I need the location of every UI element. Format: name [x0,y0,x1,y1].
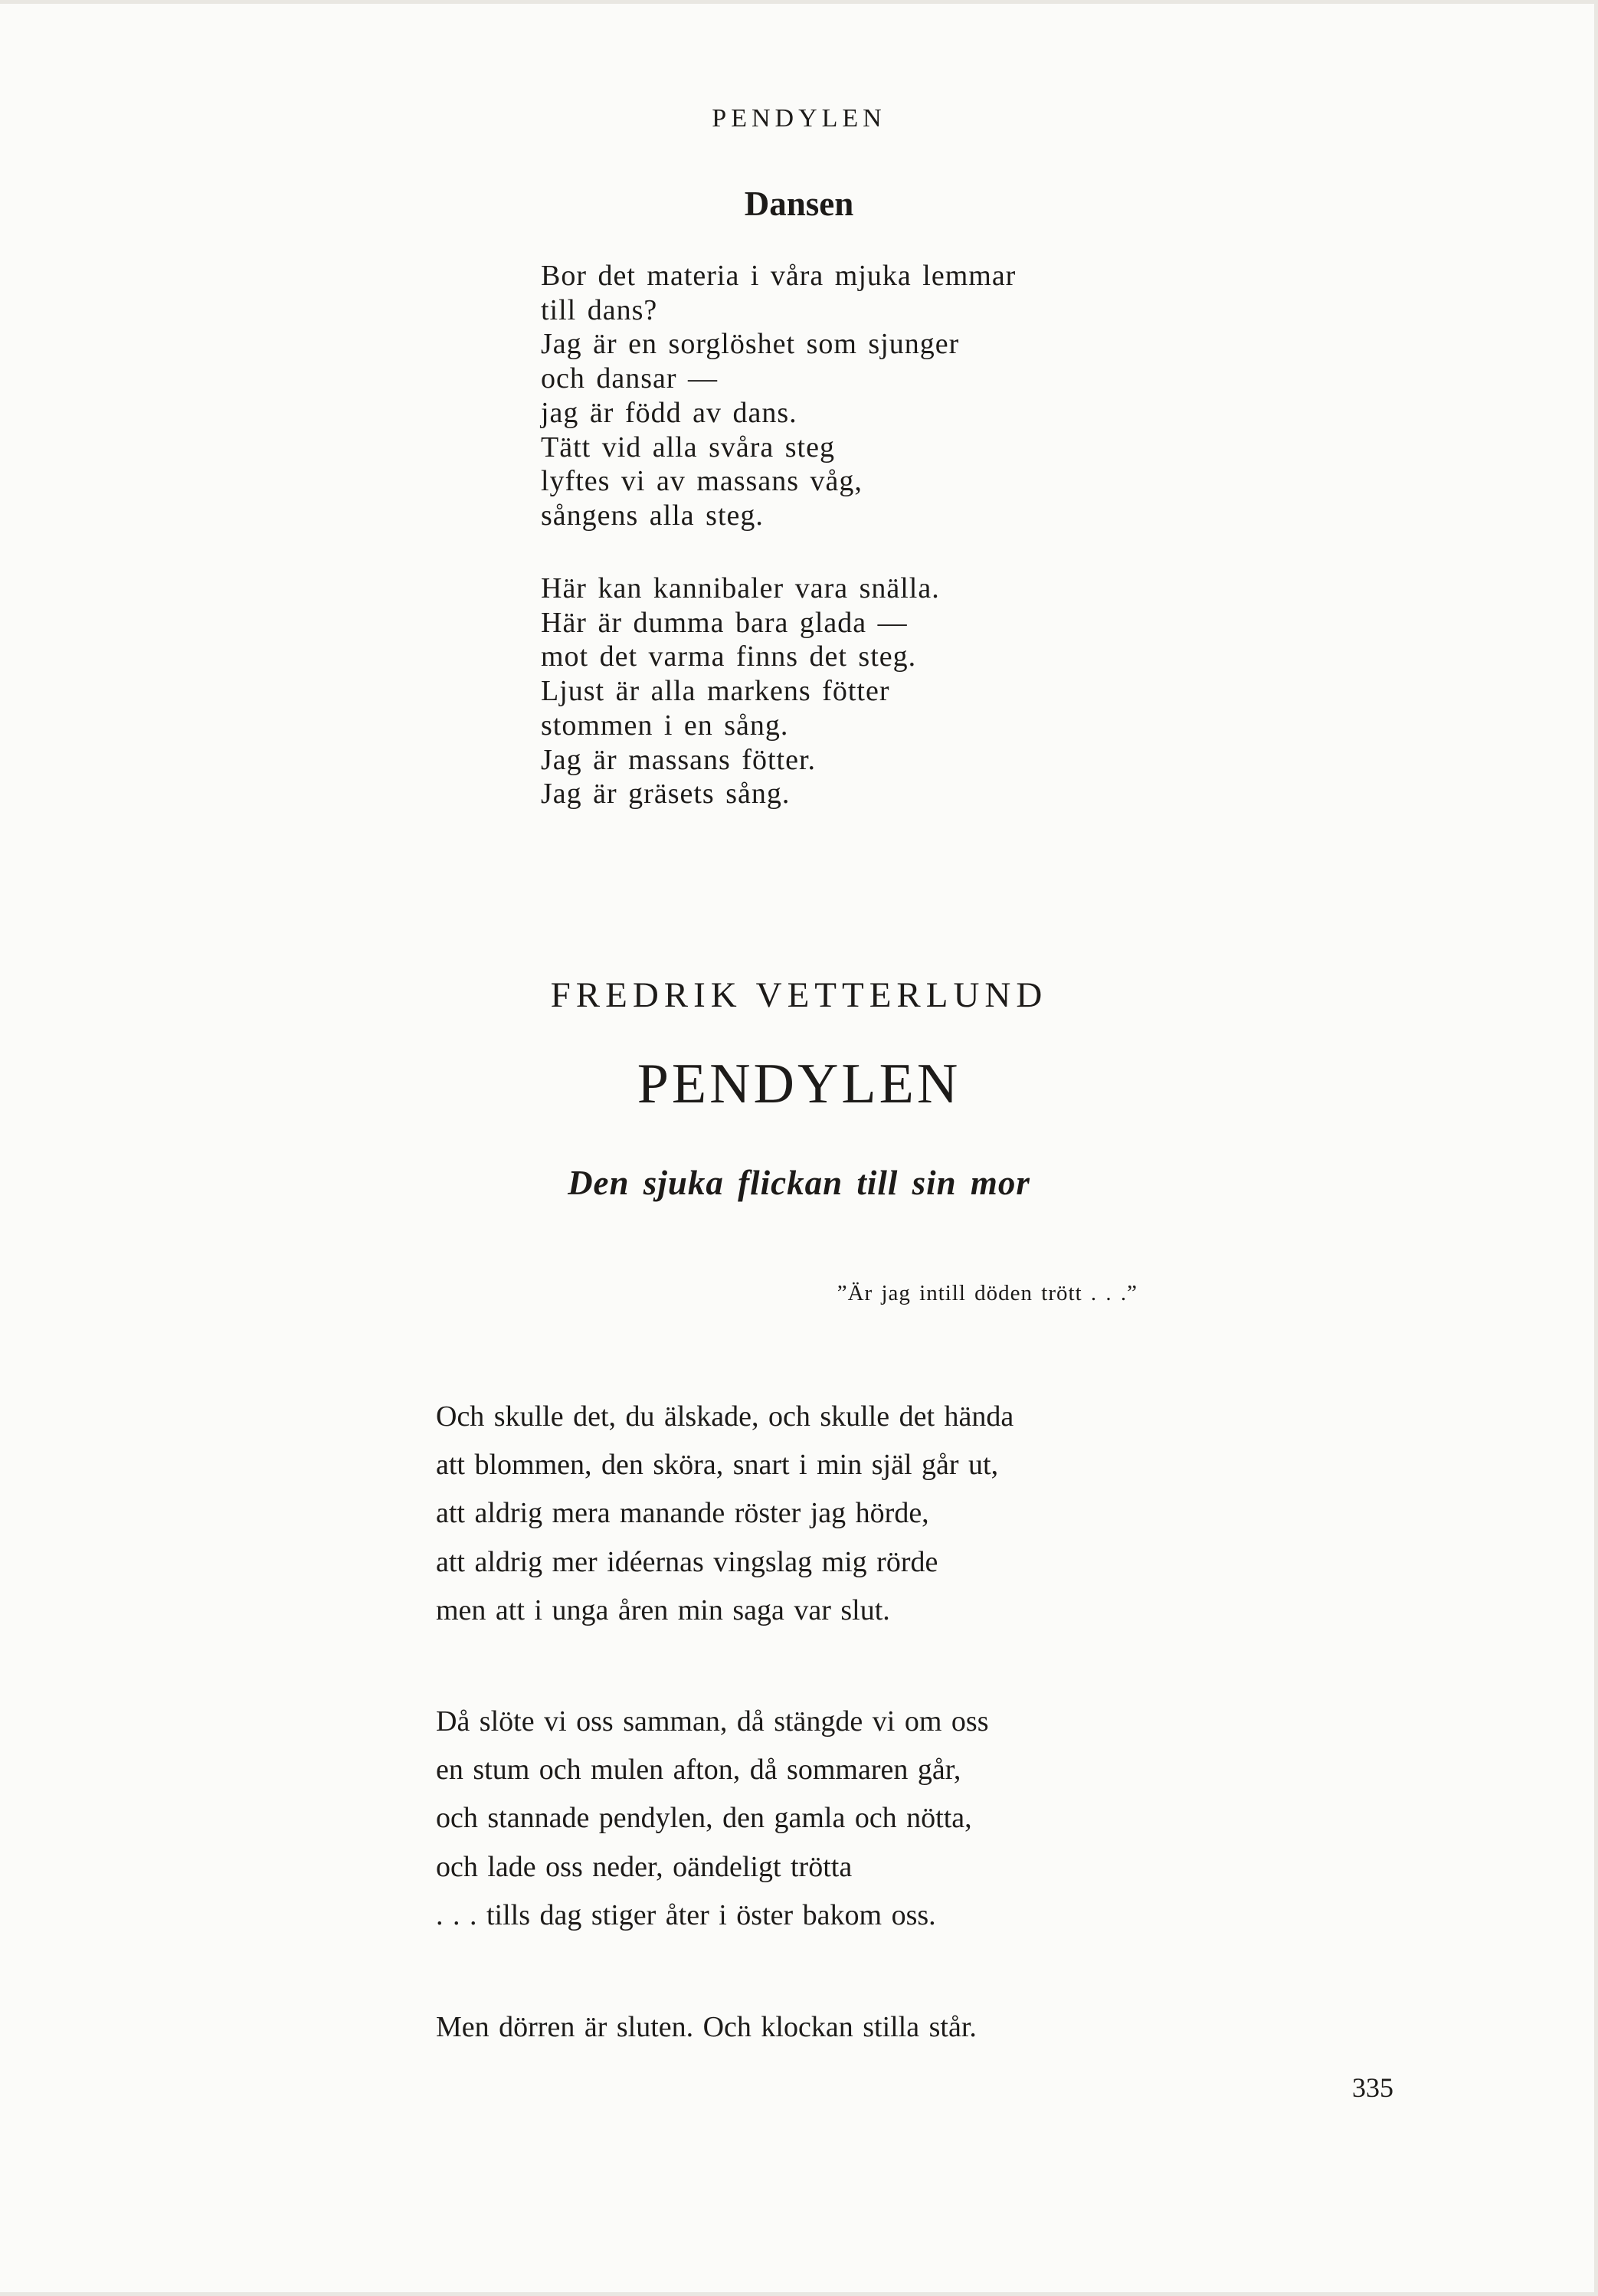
poem-line: jag är född av dans. [541,396,797,429]
poem-title-dansen: Dansen [744,185,854,223]
poem-line: lyftes vi av massans våg, [541,465,863,498]
poem-title-pendylen: PENDYLEN [637,1053,961,1115]
poem-subtitle: Den sjuka flickan till sin mor [568,1164,1030,1202]
poem-line: till dans? [541,293,658,326]
poem1-stanza-2 [541,572,940,811]
page-edge-right [1594,0,1598,2296]
poem-line: . . . tills dag stiger åter i öster bakom oss. [436,1898,936,1931]
page-edge-bottom [0,2292,1598,2296]
poem-line: Jag är gräsets sång. [541,778,791,811]
page-edge-top [0,0,1598,4]
epigraph: ”Är jag intill döden trött . . .” [837,1281,1138,1305]
poem-line: Jag är massans fötter. [541,743,817,776]
page-number: 335 [1352,2072,1393,2103]
poem-line: en stum och mulen afton, då sommaren går, [436,1754,961,1787]
poem1-stanza-1 [541,259,1016,533]
poem-line: och lade oss neder, oändeligt trötta [436,1850,853,1883]
poem-line: sångens alla steg. [541,499,764,532]
poem2-stanza-2 [436,1698,988,1940]
poem-line: och stannade pendylen, den gamla och nötta, [436,1802,972,1835]
poem-line: Ljust är alla markens fötter [541,675,890,708]
poem-line: mot det varma finns det steg. [541,640,917,673]
poem-line: Här kan kannibaler vara snälla. [541,572,940,604]
poem-line: Bor det materia i våra mjuka lemmar [541,260,1017,292]
author-name: FREDRIK VETTERLUND [550,975,1048,1015]
running-head: PENDYLEN [712,104,886,133]
poem2-stanza-1 [436,1393,1013,1635]
poem-line: men att i unga åren min saga var slut. [436,1593,890,1626]
poem-line: Tätt vid alla svåra steg [541,431,835,463]
poem-line: att blommen, den sköra, snart i min själ går ut, [436,1449,999,1482]
poem-line: stommen i en sång. [541,709,789,742]
poem-line: Men dörren är sluten. Och klockan stilla står. [436,2011,977,2043]
poem-line: Då slöte vi oss samman, då stängde vi om oss [436,1705,989,1738]
poem-line: Här är dumma bara glada — [541,606,908,639]
poem2-stanza-3 [436,2003,977,2052]
poem-line: Och skulle det, du älskade, och skulle det hända [436,1400,1014,1433]
poem-line: Jag är en sorglöshet som sjunger [541,328,960,361]
poem-line: att aldrig mera manande röster jag hörde, [436,1497,929,1530]
poem-line: att aldrig mer idéernas vingslag mig rörde [436,1545,938,1578]
poem-line: och dansar — [541,362,719,395]
